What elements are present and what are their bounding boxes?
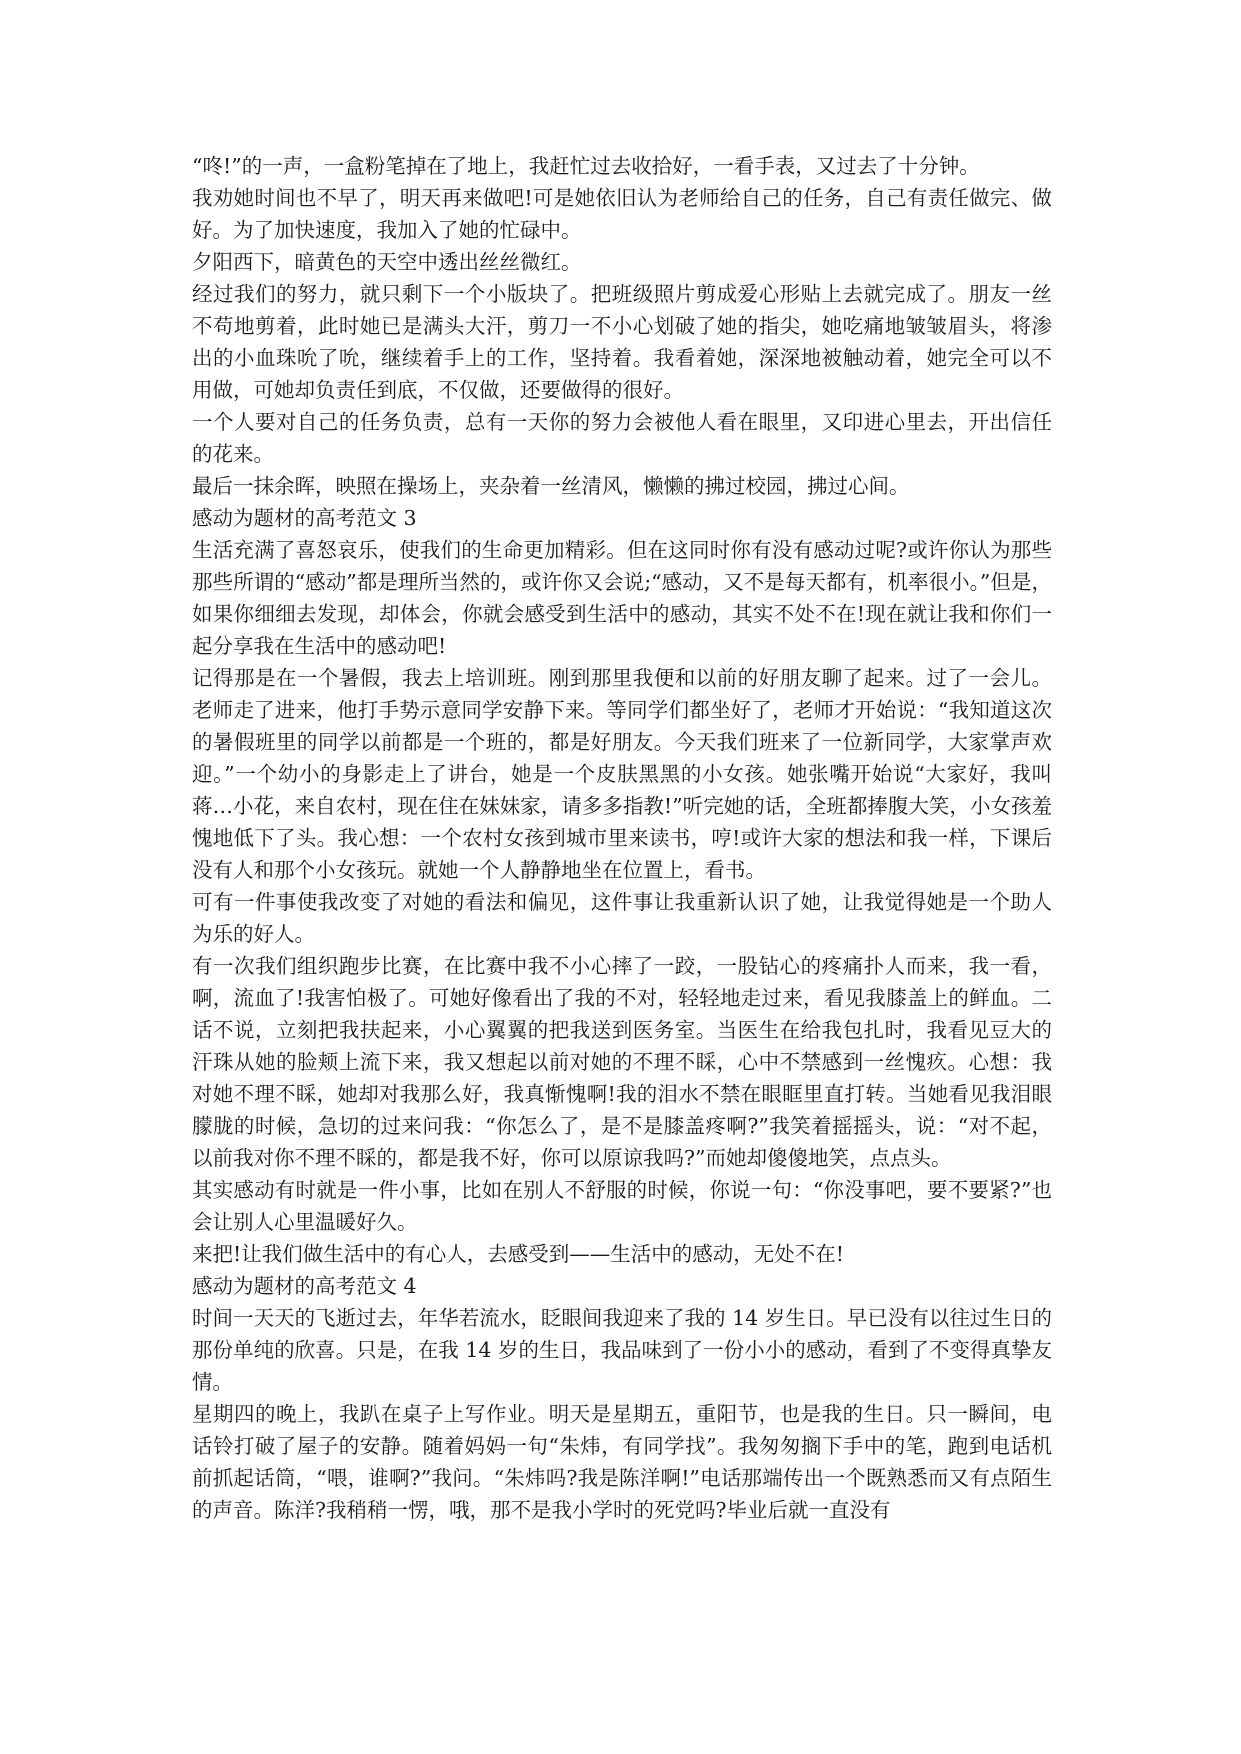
paragraph: “咚!”的一声，一盒粉笔掉在了地上，我赶忙过去收拾好，一看手表，又过去了十分钟。 — [192, 154, 980, 178]
paragraph: 有一次我们组织跑步比赛，在比赛中我不小心摔了一跤，一股钻心的疼痛扑人而来，我一看，啊，流血了!我害怕极了。可她好像看出了我的不对，轻轻地走过来，看见我膝盖上的鲜血。二话不说，立刻把我扶起来，小心翼翼的把我送到医务室。当医生在给我包扎时，我看见豆大的汗珠从她的脸颊上流下来，我又想起以前对她的不理不睬，心中不禁感到一丝愧疚。心想：我对她不理不睬，她却对我那么好，我真惭愧啊!我的泪水不禁在眼眶里直打转。当她看见我泪眼朦胧的时候，急切的过来问我：“你怎么了，是不是膝盖疼啊?”我笑着摇摇头，说：“对不起，以前我对你不理不睬的，都是我不好，你可以原谅我吗?”而她却傻傻地笑，点点头。 — [192, 954, 1052, 1170]
paragraph: 夕阳西下，暗黄色的天空中透出丝丝微红。 — [192, 250, 582, 274]
section-heading: 感动为题材的高考范文 3 — [192, 506, 417, 530]
paragraph: 时间一天天的飞逝过去，年华若流水，眨眼间我迎来了我的 14 岁生日。早已没有以往过生日的那份单纯的欣喜。只是，在我 14 岁的生日，我品味到了一份小小的感动，看到了不变得真挚友情。 — [192, 1306, 1052, 1394]
paragraph: 其实感动有时就是一件小事，比如在别人不舒服的时候，你说一句：“你没事吧，要不要紧?”也会让别人心里温暖好久。 — [192, 1178, 1052, 1234]
paragraph: 来把!让我们做生活中的有心人，去感受到——生活中的感动，无处不在! — [192, 1242, 844, 1266]
paragraph: 经过我们的努力，就只剩下一个小版块了。把班级照片剪成爱心形贴上去就完成了。朋友一丝不苟地剪着，此时她已是满头大汗，剪刀一不小心划破了她的指尖，她吃痛地皱皱眉头，将渗出的小血珠吮了吮，继续着手上的工作，坚持着。我看着她，深深地被触动着，她完全可以不用做，可她却负责任到底，不仅做，还要做得的很好。 — [192, 282, 1052, 402]
section-heading: 感动为题材的高考范文 4 — [192, 1274, 417, 1298]
paragraph: 可有一件事使我改变了对她的看法和偏见，这件事让我重新认识了她，让我觉得她是一个助人为乐的好人。 — [192, 890, 1052, 946]
document-page — [192, 150, 1052, 1526]
paragraph: 一个人要对自己的任务负责，总有一天你的努力会被他人看在眼里，又印进心里去，开出信任的花来。 — [192, 410, 1052, 466]
paragraph: 最后一抹余晖，映照在操场上，夹杂着一丝清风，懒懒的拂过校园，拂过心间。 — [192, 474, 910, 498]
paragraph: 记得那是在一个暑假，我去上培训班。刚到那里我便和以前的好朋友聊了起来。过了一会儿。老师走了进来，他打手势示意同学安静下来。等同学们都坐好了，老师才开始说：“我知道这次的暑假班里的同学以前都是一个班的，都是好朋友。今天我们班来了一位新同学，大家掌声欢迎。”一个幼小的身影走上了讲台，她是一个皮肤黑黑的小女孩。她张嘴开始说“大家好，我叫蒋…小花，来自农村，现在住在妹妹家，请多多指教!”听完她的话，全班都捧腹大笑，小女孩羞愧地低下了头。我心想：一个农村女孩到城市里来读书，哼!或许大家的想法和我一样，下课后没有人和那个小女孩玩。就她一个人静静地坐在位置上，看书。 — [192, 666, 1052, 882]
paragraph: 我劝她时间也不早了，明天再来做吧!可是她依旧认为老师给自己的任务，自己有责任做完、做好。为了加快速度，我加入了她的忙碌中。 — [192, 186, 1052, 242]
paragraph: 生活充满了喜怒哀乐，使我们的生命更加精彩。但在这同时你有没有感动过呢?或许你认为那些那些所谓的“感动”都是理所当然的，或许你又会说;“感动，又不是每天都有，机率很小。”但是，如果你细细去发现，却体会，你就会感受到生活中的感动，其实不处不在!现在就让我和你们一起分享我在生活中的感动吧! — [192, 538, 1052, 658]
paragraph: 星期四的晚上，我趴在桌子上写作业。明天是星期五，重阳节，也是我的生日。只一瞬间，电话铃打破了屋子的安静。随着妈妈一句“朱炜，有同学找”。我匆匆搁下手中的笔，跑到电话机前抓起话筒，“喂，谁啊?”我问。“朱炜吗?我是陈洋啊!”电话那端传出一个既熟悉而又有点陌生的声音。陈洋?我稍稍一愣，哦，那不是我小学时的死党吗?毕业后就一直没有 — [192, 1402, 1052, 1522]
